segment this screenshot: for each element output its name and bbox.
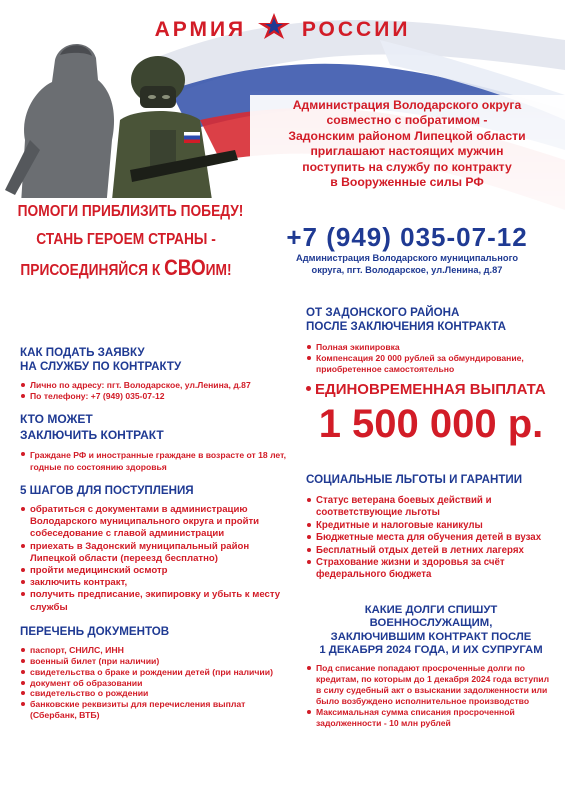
list-item: Лично по адресу: пгт. Володарское, ул.Ленина, д.87	[20, 380, 290, 391]
who-title-line: ЗАКЛЮЧИТЬ КОНТРАКТ	[20, 428, 164, 442]
steps-title: 5 ШАГОВ ДЛЯ ПОСТУПЛЕНИЯ	[20, 484, 194, 497]
list-item: По телефону: +7 (949) 035-07-12	[20, 391, 290, 402]
invite-line: приглашают настоящих мужчин	[310, 144, 504, 159]
docs-title: ПЕРЕЧЕНЬ ДОКУМЕНТОВ	[20, 624, 170, 638]
list-item: Полная экипировка	[306, 342, 556, 353]
list-item: паспорт, СНИЛС, ИНН	[20, 645, 290, 656]
soldiers-illustration	[0, 20, 250, 220]
list-item: свидетельства о браке и рождении детей (при наличии)	[20, 667, 290, 678]
debts-title-line: ВОЕННОСЛУЖАЩИМ,	[369, 617, 493, 630]
list-item: военный билет (при наличии)	[20, 656, 290, 667]
list-item: банковские реквизиты для перечисления выплат (Сбербанк, ВТБ)	[20, 699, 290, 721]
slogan-svo: СВО	[164, 255, 206, 280]
admin-address	[262, 252, 552, 276]
list-item: документ об образовании	[20, 678, 290, 689]
zadonsk-section	[306, 306, 556, 447]
phone-number[interactable]: +7 (949) 035-07-12	[286, 222, 528, 252]
slogan-line-3	[18, 254, 235, 285]
list-item: Максимальная сумма списания просроченной задолженности - 10 млн рублей	[306, 707, 556, 729]
benefits-section	[306, 473, 556, 582]
invite-line: Задонским районом Липецкой области	[288, 128, 526, 143]
admin-address-line: округа, пгт. Володарское, ул.Ленина, д.87	[311, 265, 503, 275]
slogan-block	[0, 198, 252, 310]
slogan-line-3-pre: ПРИСОЕДИНЯЙСЯ К	[20, 262, 165, 279]
list-item: приехать в Задонский муниципальный район Липецкой области (переезд бесплатно)	[20, 541, 290, 565]
right-column	[306, 306, 556, 729]
debts-title-line: ЗАКЛЮЧИВШИМ КОНТРАКТ ПОСЛЕ	[330, 630, 532, 643]
list-item: Под списание попадают просроченные долги по кредитам, по которым до 1 декабря 2024 года вступил в силу судебный акт о взыскании задолженности или было возбуждено исполнительное производство	[306, 663, 556, 707]
list-item: обратиться с документами в администрацию Володарского муниципального округа и пройти собеседование с главой администрации	[20, 504, 290, 541]
list-item: Страхование жизни и здоровья за счёт федерального бюджета	[306, 557, 556, 582]
apply-section	[20, 346, 290, 402]
apply-title-line: НА СЛУЖБУ ПО КОНТРАКТУ	[20, 360, 182, 373]
invite-line: совместно с побратимом -	[326, 113, 488, 128]
list-item: свидетельство о рождении	[20, 688, 290, 699]
benefits-title: СОЦИАЛЬНЫЕ ЛЬГОТЫ И ГАРАНТИИ	[306, 473, 523, 486]
bullet-icon	[306, 386, 311, 391]
list-item: Граждане РФ и иностранные граждане в возрасте от 18 лет, годные по состоянию здоровья	[20, 449, 290, 473]
documents-section	[20, 625, 290, 721]
who-title	[20, 411, 290, 443]
zadonsk-title-line: ОТ ЗАДОНСКОГО РАЙОНА	[306, 306, 460, 319]
list-item: Бесплатный отдых детей в летних лагерях	[306, 545, 556, 557]
payment-label	[306, 381, 556, 398]
admin-address-line: Администрация Володарского муниципального	[295, 253, 518, 263]
slogan-line-1: ПОМОГИ ПРИБЛИЗИТЬ ПОБЕДУ!	[17, 203, 244, 220]
top-banner	[0, 0, 565, 330]
list-item: Статус ветерана боевых действий и соответствующие льготы	[306, 495, 556, 520]
debts-title	[306, 604, 556, 658]
slogan-line-2: СТАНЬ ГЕРОЕМ СТРАНЫ -	[36, 231, 216, 248]
who-title-line: КТО МОЖЕТ	[20, 412, 93, 426]
list-item: Компенсация 20 000 рублей за обмундирование, приобретенное самостоятельно	[306, 353, 556, 375]
list-item: получить предписание, экипировку и убыть к месту службы	[20, 589, 290, 613]
list-item: Кредитные и налоговые каникулы	[306, 520, 556, 532]
list-item: заключить контракт,	[20, 577, 290, 589]
payment-amount: 1 500 000 р.	[318, 402, 544, 446]
zadonsk-title	[306, 306, 556, 334]
star-icon	[257, 12, 291, 40]
slogan-line-3-post: ИМ!	[205, 262, 232, 279]
debts-title-line: 1 ДЕКАБРЯ 2024 ГОДА, И ИХ СУПРУГАМ	[319, 644, 543, 657]
list-item: Бюджетные места для обучения детей в вузах	[306, 532, 556, 544]
invitation-text	[262, 98, 552, 190]
brand-left: АРМИЯ	[154, 18, 247, 41]
invite-line: в Вооруженные силы РФ	[330, 175, 484, 190]
debts-section	[306, 604, 556, 730]
who-section	[20, 411, 290, 473]
invite-line: Администрация Володарского округа	[292, 98, 522, 112]
steps-section	[20, 484, 290, 614]
apply-title	[20, 346, 290, 374]
invite-line: поступить на службу по контракту	[302, 159, 512, 174]
payment-label-text: ЕДИНОВРЕМЕННАЯ ВЫПЛАТА	[315, 381, 546, 398]
left-column	[20, 346, 290, 732]
brand-right: РОССИИ	[301, 18, 411, 41]
list-item: пройти медицинский осмотр	[20, 565, 290, 577]
debts-title-line: КАКИЕ ДОЛГИ СПИШУТ	[364, 603, 498, 616]
apply-title-line: КАК ПОДАТЬ ЗАЯВКУ	[20, 346, 145, 359]
zadonsk-title-line: ПОСЛЕ ЗАКЛЮЧЕНИЯ КОНТРАКТА	[306, 320, 507, 333]
